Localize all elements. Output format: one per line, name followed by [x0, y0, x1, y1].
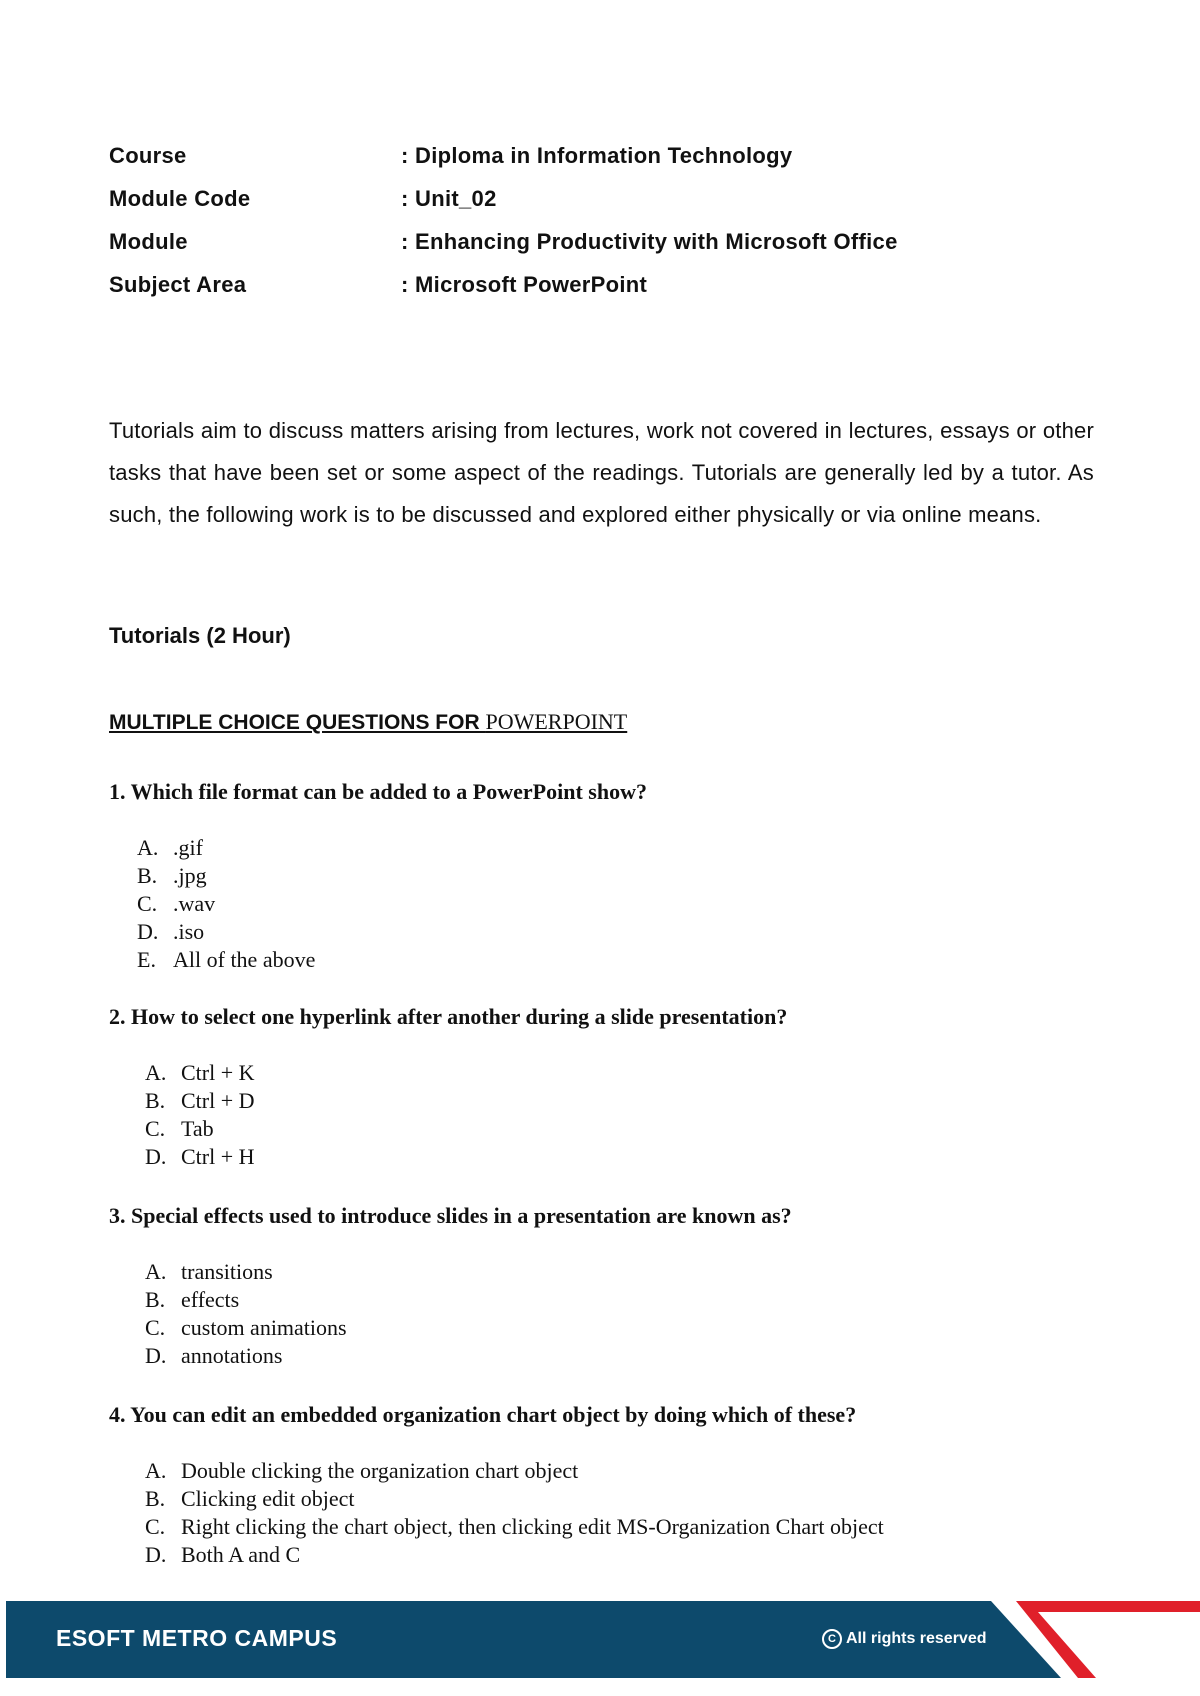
meta-value: : Diploma in Information Technology — [401, 143, 793, 168]
list-item — [145, 1485, 884, 1513]
option-letter: B. — [145, 1287, 166, 1312]
mcq-section-title — [109, 709, 627, 735]
course-meta — [109, 143, 898, 315]
meta-row-course — [109, 143, 898, 186]
footer-brand: ESOFT METRO CAMPUS — [56, 1625, 338, 1651]
option-letter: D. — [137, 919, 159, 944]
question-3: 3. Special effects used to introduce slides in a presentation are known as? — [109, 1203, 792, 1228]
mcq-title-text: MULTIPLE CHOICE QUESTIONS FOR — [109, 711, 486, 734]
question-4-options — [145, 1457, 884, 1569]
option-letter: D. — [145, 1343, 167, 1368]
tutorial-heading: Tutorials (2 Hour) — [109, 623, 291, 648]
meta-value: : Microsoft PowerPoint — [401, 272, 648, 297]
meta-label: Subject Area — [109, 272, 247, 297]
option-letter: B. — [145, 1088, 166, 1113]
list-item — [145, 1541, 884, 1569]
copyright-icon: C — [822, 1629, 842, 1649]
option-letter: B. — [145, 1486, 166, 1511]
option-letter: C. — [145, 1315, 166, 1340]
option-text: transitions — [181, 1259, 273, 1284]
option-letter: A. — [145, 1060, 167, 1085]
option-letter: A. — [137, 835, 159, 860]
option-text: annotations — [181, 1343, 283, 1368]
list-item — [145, 1457, 884, 1485]
meta-label: Module — [109, 229, 188, 254]
option-letter: C. — [137, 891, 158, 916]
list-item — [145, 1059, 255, 1087]
question-2: 2. How to select one hyperlink after another during a slide presentation? — [109, 1004, 788, 1029]
option-text: Clicking edit object — [181, 1486, 355, 1511]
meta-label: Course — [109, 143, 187, 168]
option-letter: A. — [145, 1259, 167, 1284]
option-text: Ctrl + D — [181, 1088, 255, 1113]
list-item — [145, 1286, 347, 1314]
question-2-options — [145, 1059, 255, 1171]
intro-paragraph: Tutorials aim to discuss matters arising from lectures, work not covered in lectures, essays or other tasks that have been set or some aspect of the readings. Tutorials are generally led by a tutor. As such, the following work is to be discussed and explored either physically or via online means. — [109, 418, 1094, 527]
option-letter: D. — [145, 1144, 167, 1169]
footer-rights — [822, 1629, 987, 1649]
footer-banner — [6, 1601, 1200, 1678]
option-text: Right clicking the chart object, then clicking edit MS-Organization Chart object — [181, 1514, 884, 1539]
list-item — [137, 918, 315, 946]
option-text: Both A and C — [181, 1542, 301, 1567]
option-text: .iso — [173, 919, 205, 944]
mcq-title-subject: POWERPOINT — [485, 709, 628, 734]
option-letter: E. — [137, 947, 156, 972]
list-item — [137, 862, 315, 890]
list-item — [137, 946, 315, 974]
option-letter: C. — [145, 1514, 166, 1539]
option-text: .jpg — [173, 863, 207, 888]
meta-row-subject-area — [109, 272, 898, 315]
list-item — [145, 1513, 884, 1541]
option-letter: C. — [145, 1116, 166, 1141]
option-letter: D. — [145, 1542, 167, 1567]
option-text: .wav — [173, 891, 216, 916]
option-text: effects — [181, 1287, 240, 1312]
list-item — [145, 1115, 255, 1143]
option-text: .gif — [173, 835, 203, 860]
list-item — [137, 890, 315, 918]
list-item — [137, 834, 315, 862]
option-text: All of the above — [173, 947, 316, 972]
option-text: Tab — [181, 1116, 214, 1141]
option-text: Ctrl + H — [181, 1144, 255, 1169]
option-letter: B. — [137, 863, 158, 888]
option-text: custom animations — [181, 1315, 347, 1340]
question-3-options — [145, 1258, 347, 1370]
list-item — [145, 1143, 255, 1171]
list-item — [145, 1314, 347, 1342]
meta-value: : Enhancing Productivity with Microsoft Office — [401, 229, 898, 254]
list-item — [145, 1342, 347, 1370]
list-item — [145, 1087, 255, 1115]
meta-label: Module Code — [109, 186, 251, 211]
option-text: Double clicking the organization chart object — [181, 1458, 579, 1483]
footer-rights-text: All rights reserved — [846, 1630, 987, 1647]
option-letter: A. — [145, 1458, 167, 1483]
question-1-options — [137, 834, 315, 974]
meta-row-module-code — [109, 186, 898, 229]
list-item — [145, 1258, 347, 1286]
meta-row-module — [109, 229, 898, 272]
question-1: 1. Which file format can be added to a PowerPoint show? — [109, 779, 647, 804]
option-text: Ctrl + K — [181, 1060, 255, 1085]
question-4: 4. You can edit an embedded organization chart object by doing which of these? — [109, 1402, 857, 1427]
meta-value: : Unit_02 — [401, 186, 497, 211]
